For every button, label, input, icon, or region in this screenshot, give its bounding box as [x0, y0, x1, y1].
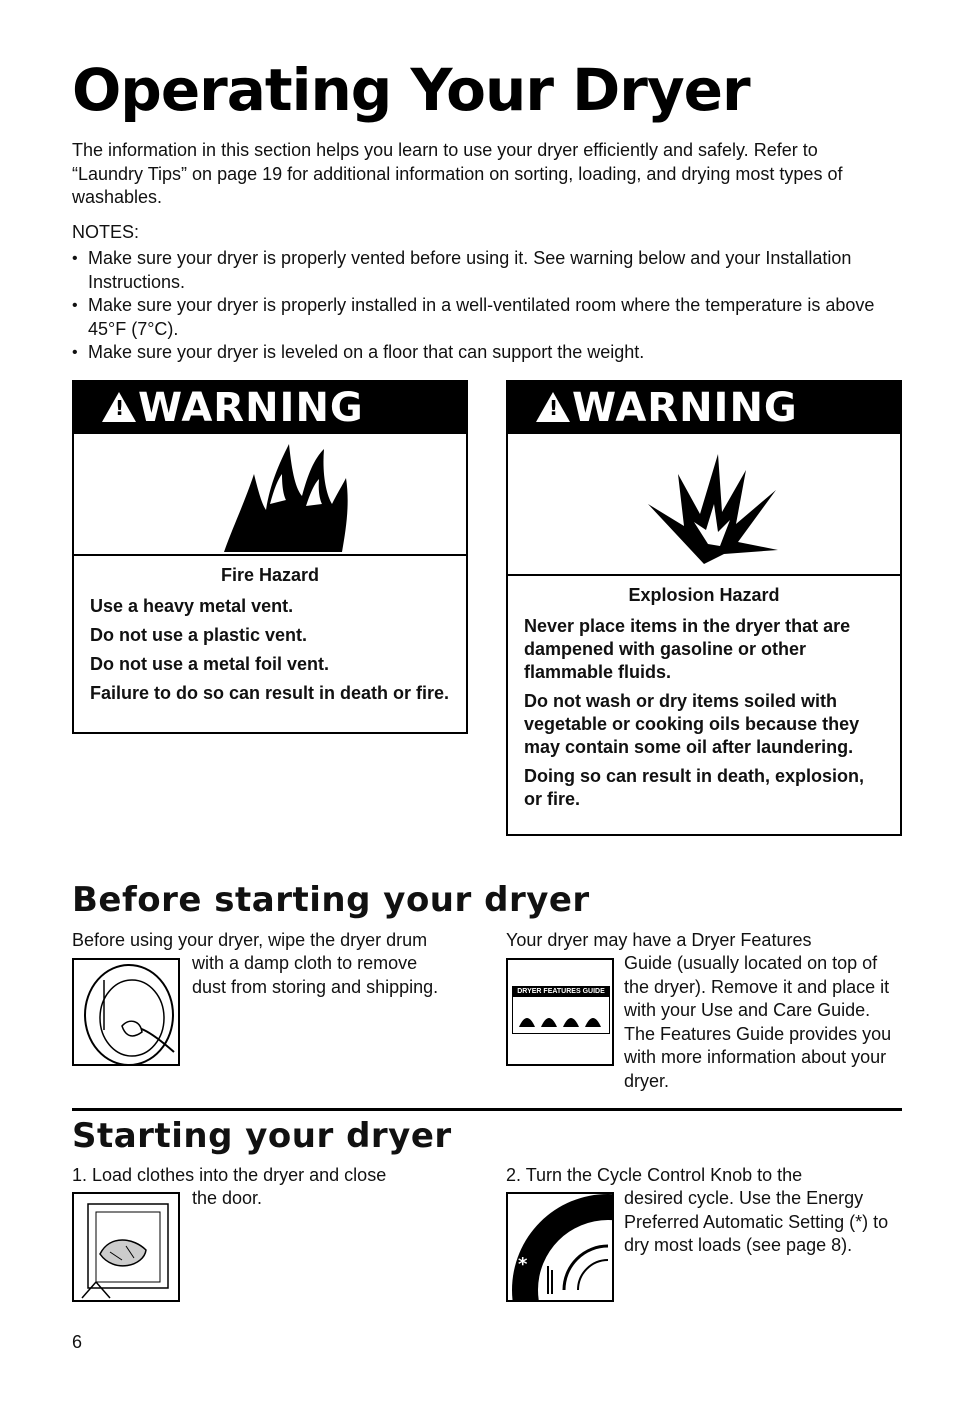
hazard-title: Explosion Hazard [628, 585, 780, 605]
explosion-warning-text [508, 576, 900, 827]
load-clothes-illustration [72, 1192, 180, 1302]
warning-line: Never place items in the dryer that are dampened with gasoline or other flammable fluids. [524, 616, 851, 682]
warning-line: Do not use a plastic vent. [90, 625, 308, 645]
guide-label: DRYER FEATURES GUIDE [513, 987, 609, 997]
warning-header: ! WARNING [508, 382, 900, 434]
explosion-icon [508, 434, 900, 576]
features-guide-illustration [506, 958, 614, 1066]
warning-line: Failure to do so can result in death or fire. [90, 683, 450, 703]
page-title: Operating Your Dryer [72, 56, 750, 124]
step-1-rest: the door. [192, 1188, 263, 1208]
warning-line: Use a heavy metal vent. [90, 596, 294, 616]
fire-warning-box [72, 380, 468, 734]
step-2-first-line: 2. Turn the Cycle Control Knob to the [506, 1165, 803, 1185]
starting-heading: Starting your dryer [72, 1116, 452, 1156]
explosion-warning-box [506, 380, 902, 836]
hazard-title: Fire Hazard [220, 565, 320, 585]
dryer-drum-illustration [72, 958, 180, 1066]
before-right-rest: Guide (usually located on top of the dryer). Remove it and place it with your Use and Care Guide. The Features Guide provides you with more information about your dryer. [624, 953, 892, 1091]
warning-line: Do not use a metal foil vent. [90, 654, 330, 674]
warning-line: Do not wash or dry items soiled with vegetable or cooking oils because they may contain some oil after laundering. [524, 691, 860, 757]
notes-list [72, 247, 912, 365]
note-item: • Make sure your dryer is properly vented before using it. See warning below and your Installation Instructions. [72, 247, 912, 294]
warning-line: Doing so can result in death, explosion, or fire. [524, 766, 865, 809]
svg-text:*: * [518, 1254, 528, 1275]
page-number: 6 [72, 1332, 83, 1352]
fire-warning-text [74, 556, 466, 721]
warning-triangle-icon [102, 392, 136, 422]
note-item: • Make sure your dryer is properly installed in a well-ventilated room where the temperature is above 45°F (7°C). [72, 294, 912, 341]
warning-triangle-icon [536, 392, 570, 422]
before-right-first-line: Your dryer may have a Dryer Features [506, 930, 812, 950]
section-divider [72, 1108, 902, 1111]
fire-icon [74, 434, 466, 556]
before-left-first-line: Before using your dryer, wipe the dryer drum [72, 930, 428, 950]
before-left-rest: with a damp cloth to remove dust from storing and shipping. [192, 953, 439, 997]
cycle-knob-illustration [506, 1192, 614, 1302]
warning-header: ! WARNING [74, 382, 466, 434]
notes-heading: NOTES: [72, 222, 140, 242]
intro-paragraph: The information in this section helps you learn to use your dryer efficiently and safely. Refer to “Laundry Tips” on page 19 for additional information on sorting, loading, and drying most types of washables. [72, 140, 843, 207]
step-2-rest: desired cycle. Use the Energy Preferred Automatic Setting (*) to dry most loads (see page 8). [624, 1188, 889, 1255]
before-starting-heading: Before starting your dryer [72, 880, 590, 920]
note-item: • Make sure your dryer is leveled on a floor that can support the weight. [72, 341, 912, 365]
step-1-first-line: 1. Load clothes into the dryer and close [72, 1165, 387, 1185]
